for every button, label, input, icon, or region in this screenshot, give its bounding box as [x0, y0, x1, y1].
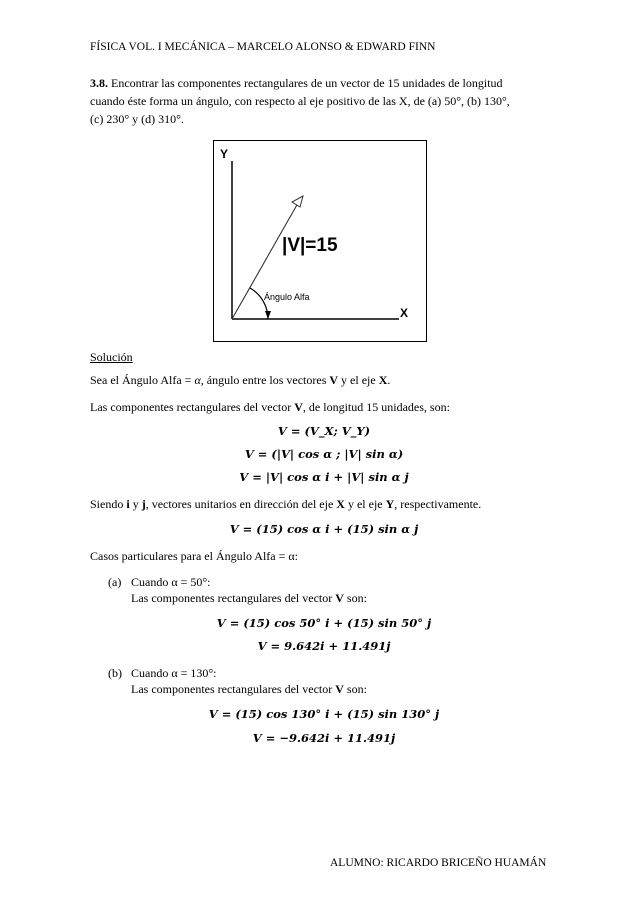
angle-arc-arrowhead [265, 311, 271, 319]
equation-4: V = (15) cos α i + (15) sin α j [229, 522, 419, 536]
equation-2: V = (|V| cos α ; |V| sin α) [244, 447, 404, 461]
p3-text-c: , vectores unitarios en dirección del eje [145, 497, 337, 511]
p1-text-c: y el eje [338, 373, 379, 387]
vector-figure [213, 140, 427, 342]
x-axis-label: X [400, 306, 409, 320]
p2-text-a: Las componentes rectangulares del vector [90, 400, 295, 414]
p3-unit-j: j [141, 497, 146, 511]
p2-vector-v: V [294, 400, 303, 414]
case-a-equation-2: V = 9.642i + 11.491j [257, 639, 391, 653]
p1-vector-v: V [329, 373, 339, 387]
case-a-text-a: Las componentes rectangulares del vector [131, 591, 336, 605]
case-a-label: (a) [108, 575, 122, 589]
case-b-equation-1: V = (15) cos 130° i + (15) sin 130° j [208, 707, 440, 721]
case-a-text-b: son: [343, 591, 367, 605]
problem-line-2: cuando éste forma un ángulo, con respecto al eje positivo de las X, de (a) 50°, (b) 130°, [90, 94, 510, 108]
case-a-condition: Cuando α = 50°: [131, 575, 211, 589]
p3-axis-x: X [336, 497, 345, 511]
angle-label: Ángulo Alfa [264, 292, 310, 302]
problem-line-3: (c) 230° y (d) 310°. [90, 112, 184, 126]
vector-diagram [214, 141, 426, 341]
p3-text-e: , respectivamente. [394, 497, 482, 511]
solution-paragraph-1 [90, 373, 390, 388]
page-header: FÍSICA VOL. I MECÁNICA – MARCELO ALONSO & EDWARD FINN [90, 41, 436, 53]
case-b-condition: Cuando α = 130°: [131, 666, 217, 680]
case-b-text-a: Las componentes rectangulares del vector [131, 682, 336, 696]
equation-1: V = (V_X; V_Y) [277, 424, 371, 438]
problem-number: 3.8. [90, 76, 108, 90]
equation-3: V = |V| cos α i + |V| sin α j [239, 470, 409, 484]
solution-paragraph-2 [90, 400, 450, 415]
p1-equals: = [181, 373, 195, 387]
case-a-vector-v: V [335, 591, 344, 605]
page-footer: ALUMNO: RICARDO BRICEÑO HUAMÁN [330, 857, 547, 869]
case-a-text [131, 591, 367, 606]
p3-text-d: y el eje [344, 497, 386, 511]
p3-text-a: Siendo [90, 497, 127, 511]
magnitude-label: |V|=15 [282, 235, 338, 256]
problem-line-1: Encontrar las componentes rectangulares de un vector de 15 unidades de longitud [111, 76, 503, 90]
p1-axis-x: X [378, 373, 388, 387]
case-b-vector-v: V [335, 682, 344, 696]
p1-text-a: Sea el Ángulo Alfa [90, 373, 182, 387]
case-b-label: (b) [108, 666, 122, 680]
solution-paragraph-3 [90, 497, 481, 512]
solution-paragraph-4: Casos particulares para el Ángulo Alfa = α: [90, 549, 298, 563]
p1-text-d: . [387, 373, 391, 387]
y-axis-label: Y [220, 147, 229, 161]
solution-title: Solución [90, 350, 133, 364]
p1-text-b: , ángulo entre los vectores [200, 373, 330, 387]
problem-statement [90, 74, 510, 128]
p2-text-b: , de longitud 15 unidades, son: [302, 400, 450, 414]
case-b-equation-2: V = −9.642i + 11.491j [252, 731, 396, 745]
case-b-text-b: son: [343, 682, 367, 696]
p3-unit-i: i [126, 497, 130, 511]
case-a-equation-1: V = (15) cos 50° i + (15) sin 50° j [216, 616, 432, 630]
p3-axis-y: Y [385, 497, 395, 511]
case-b-text [131, 682, 367, 697]
p3-text-b: y [129, 497, 142, 511]
vector-arrowhead [292, 196, 303, 207]
p1-alpha: α [194, 373, 201, 387]
